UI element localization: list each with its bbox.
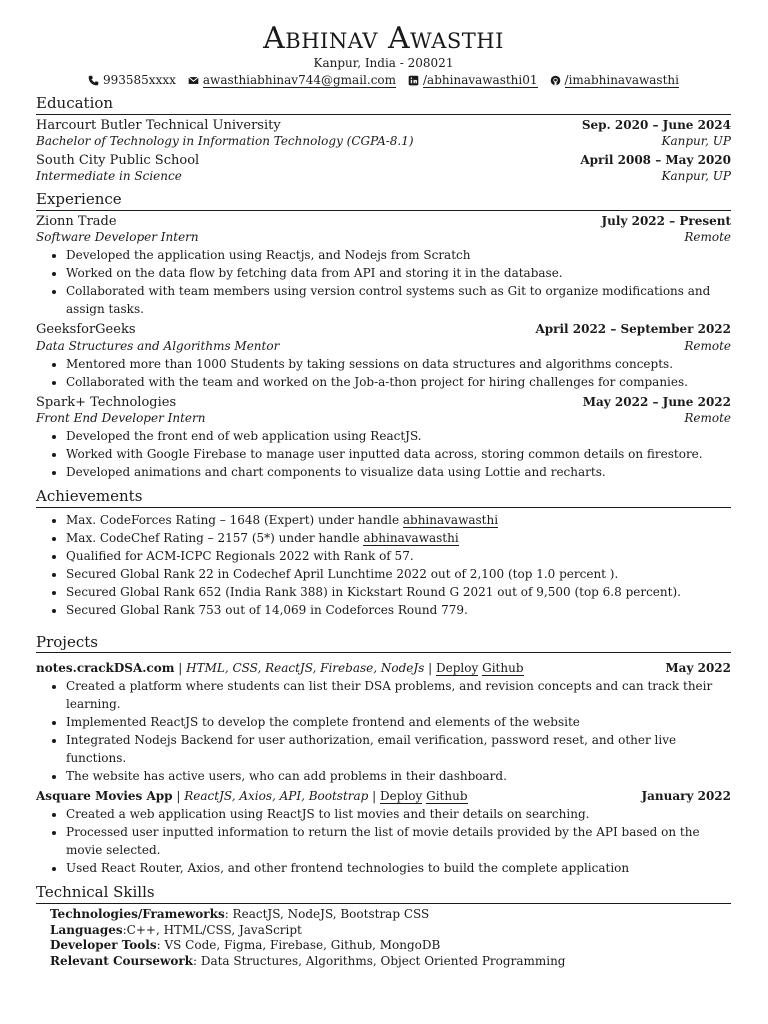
phone-number: 993585xxxx [103,73,176,87]
github-repo-link[interactable]: Github [426,789,468,804]
degree: Intermediate in Science [36,169,182,184]
project-entry: Asquare Movies App | ReactJS, Axios, API, Bootstrap | Deploy Github January 2022 • Created a web application using ReactJS to list movies and their details on searching. • Processed user inputted information to return the list of movie details provided by the API based on the movie selected. • Used React Router, Axios, and other frontend technologies to build the complete application [36,789,731,877]
bullet-list [36,355,731,391]
phone-icon [88,75,99,86]
skills-section [36,883,731,969]
achievement-item: • Max. CodeChef Rating – 2157 (5*) under handle abhinavawasthi [66,529,731,547]
bullet-list [36,246,731,318]
achievement-item: • Secured Global Rank 652 (India Rank 388) in Kickstart Round G 2021 out of 9,500 (top 6.8 percent). [66,583,731,601]
address: Kanpur, India - 208021 [313,56,454,70]
education-section [36,94,731,184]
bullet-item: • Integrated Nodejs Backend for user authorization, email verification, password reset, and other live functions. [66,731,731,767]
bullet-item: • The website has active users, who can add problems in their dashboard. [66,767,731,785]
project-name: notes.crackDSA.com [36,661,175,676]
project-date: January 2022 [641,789,731,804]
date-range: Sep. 2020 – June 2024 [581,117,731,132]
skill-line: Technologies/Frameworks: ReactJS, NodeJS, Bootstrap CSS [50,907,430,921]
linkedin-icon [408,75,419,86]
date-range: April 2008 – May 2020 [580,153,731,167]
section-title: Education [36,94,731,115]
institution-name: South City Public School [36,153,200,168]
linkedin-link[interactable]: /abhinavawasthi01 [423,73,538,87]
project-tech: ReactJS, Axios, API, Bootstrap [184,789,369,804]
github-contact[interactable] [550,73,679,88]
resume-page [36,22,731,969]
project-tech: HTML, CSS, ReactJS, Firebase, NodeJs [186,661,425,676]
achievements-section [36,487,731,619]
achievement-item: • Qualified for ACM-ICPC Regionals 2022 with Rank of 57. [66,547,731,565]
skills-list [36,907,731,969]
date-range: April 2022 – September 2022 [535,322,731,337]
location: Remote [684,338,731,353]
experience-entry [36,322,731,390]
bullet-list [36,677,731,785]
bullet-item: • Used React Router, Axios, and other frontend technologies to build the complete application [66,859,731,877]
bullet-item: • Created a platform where students can list their DSA problems, and revision concepts and can track their learning. [66,677,731,713]
email-contact[interactable] [188,73,396,88]
company-name: Spark+ Technologies [36,394,177,410]
bullet-item: • Collaborated with the team and worked on the Job-a-thon project for hiring challenges for companies. [66,373,731,391]
location: Kanpur, UP [661,134,731,148]
achievement-list [36,511,731,619]
projects-section [36,633,731,878]
date-range: July 2022 – Present [601,214,731,228]
email-link[interactable]: awasthiabhinav744@gmail.com [202,73,397,87]
location: Kanpur, UP [661,169,731,184]
job-title: Front End Developer Intern [36,410,206,425]
education-entry [36,153,731,184]
bullet-item: • Worked on the data flow by fetching data from API and storing it in the database. [66,264,731,282]
bullet-list [36,427,731,481]
github-repo-link[interactable]: Github [482,661,524,676]
location: Remote [684,230,731,245]
section-title: Technical Skills [36,883,731,904]
envelope-icon [188,75,199,86]
experience-section [36,190,731,481]
bullet-item: • Developed animations and chart components to visualize data using Lottie and recharts. [66,463,731,481]
company-name: GeeksforGeeks [36,322,136,338]
phone-contact [88,73,176,88]
achievement-item: • Secured Global Rank 22 in Codechef April Lunchtime 2022 out of 2,100 (top 1.0 percent ). [66,565,731,583]
section-title: Experience [36,190,731,211]
experience-entry [36,214,731,318]
skill-line: Relevant Coursework: Data Structures, Algorithms, Object Oriented Programming [50,953,566,968]
bullet-item: • Implemented ReactJS to develop the complete frontend and elements of the website [66,713,731,731]
date-range: May 2022 – June 2022 [582,394,731,409]
job-title: Software Developer Intern [36,230,199,245]
bullet-list [36,805,731,877]
bullet-item: • Developed the front end of web application using ReactJS. [66,427,731,445]
section-title: Projects [36,633,731,654]
codeforces-handle-link[interactable]: abhinavawasthi [402,512,499,527]
project-entry: notes.crackDSA.com | HTML, CSS, ReactJS, Firebase, NodeJs | Deploy Github May 2022 • Created a platform where students can list their DSA problems, and revision concepts and can track their learning. • Implemented ReactJS to develop the complete frontend and elements of the website • Integrated Nodejs Backend for user authorization, email verification, password reset, and other live functions. • The website has active users, who can add problems in their dashboard. [36,661,731,785]
contact-bar [36,73,731,88]
experience-entry [36,395,731,481]
section-title: Achievements [36,487,731,508]
deploy-link[interactable]: Deploy [380,789,423,804]
location: Remote [684,410,731,425]
achievement-item: • Max. CodeForces Rating – 1648 (Expert) under handle abhinavawasthi [66,511,731,529]
deploy-link[interactable]: Deploy [436,661,479,676]
bullet-item: • Created a web application using ReactJS to list movies and their details on searching. [66,805,731,823]
skill-line: Languages:C++, HTML/CSS, JavaScript [50,922,302,937]
bullet-item: • Worked with Google Firebase to manage user inputted data across, storing common details on firestore. [66,445,731,463]
resume-header [36,22,731,88]
job-title: Data Structures and Algorithms Mentor [36,338,280,353]
degree: Bachelor of Technology in Information Technology (CGPA-8.1) [36,134,414,148]
linkedin-contact[interactable] [408,73,538,88]
skill-line: Developer Tools: VS Code, Figma, Firebase, Github, MongoDB [50,938,441,952]
candidate-name: Abhinav Awasthi [263,21,504,56]
bullet-item: • Processed user inputted information to return the list of movie details provided by the API based on the movie selected. [66,823,731,859]
project-date: May 2022 [665,661,731,676]
bullet-item: • Developed the application using Reactjs, and Nodejs from Scratch [66,246,731,264]
achievement-item: • Secured Global Rank 753 out of 14,069 in Codeforces Round 779. [66,601,731,619]
bullet-item: • Collaborated with team members using version control systems such as Git to organize modifications and assign tasks. [66,282,731,318]
education-entry [36,118,731,149]
institution-name: Harcourt Butler Technical University [36,117,281,133]
company-name: Zionn Trade [36,214,117,229]
github-link[interactable]: /imabhinavawasthi [564,73,679,87]
bullet-item: • Mentored more than 1000 Students by taking sessions on data structures and algorithms concepts. [66,355,731,373]
project-name: Asquare Movies App [36,789,173,804]
github-icon [550,75,561,86]
codechef-handle-link[interactable]: abhinavawasthi [363,530,459,545]
